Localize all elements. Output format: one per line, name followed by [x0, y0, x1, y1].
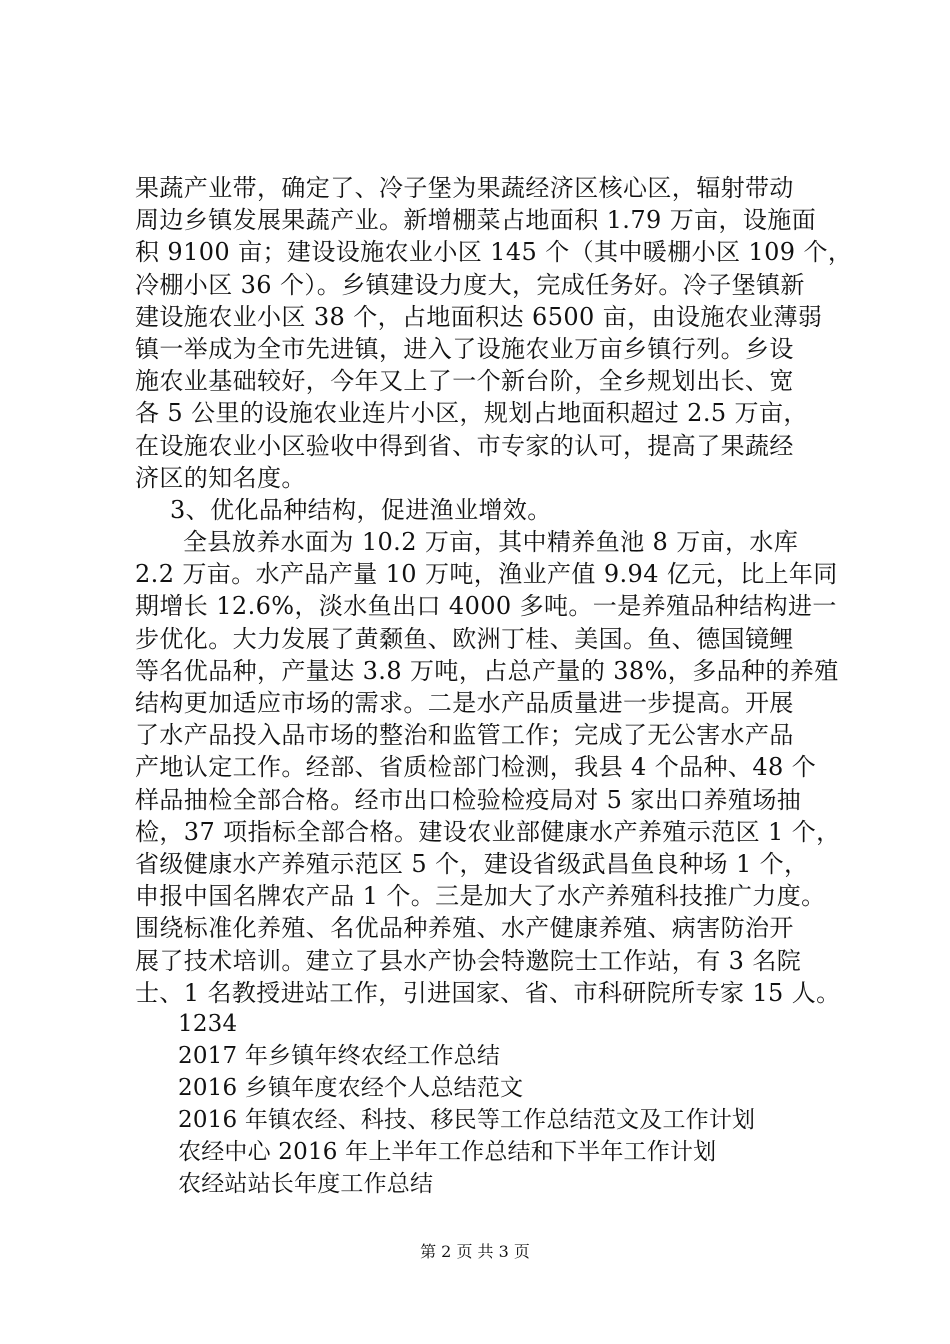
body-line: 济区的知名度。: [135, 463, 306, 492]
body-line: 全县放养水面为 10.2 万亩，其中精养鱼池 8 万亩，水库: [183, 528, 799, 557]
body-line: 在设施农业小区验收中得到省、市专家的认可，提高了果蔬经: [135, 431, 794, 460]
body-line: 省级健康水产养殖示范区 5 个，建设省级武昌鱼良种场 1 个，: [135, 849, 809, 878]
body-line: 果蔬产业带，确定了、冷子堡为果蔬经济区核心区，辐射带动: [135, 174, 794, 202]
body-line: 了水产品投入品市场的整治和监管工作；完成了无公害水产品: [135, 721, 794, 750]
body-line: 周边乡镇发展果蔬产业。新增棚菜占地面积 1.79 万亩，设施面: [135, 206, 817, 235]
body-line: 结构更加适应市场的需求。二是水产品质量进一步提高。开展: [135, 689, 794, 717]
body-line: 等名优品种，产量达 3.8 万吨，占总产量的 38%，多品种的养殖: [135, 656, 839, 685]
body-line: 建设施农业小区 38 个，占地面积达 6500 亩，由设施农业薄弱: [135, 302, 823, 331]
body-line: 2.2 万亩。水产品产量 10 万吨，渔业产值 9.94 亿元，比上年同: [135, 560, 838, 589]
body-line: 产地认定工作。经部、省质检部门检测，我县 4 个品种、48 个: [135, 753, 817, 782]
body-line: 步优化。大力发展了黄颡鱼、欧洲丁桂、美国。鱼、德国镜鲤: [135, 624, 794, 653]
document-body: [135, 172, 855, 1009]
related-link[interactable]: 2017 年乡镇年终农经工作总结: [178, 1043, 501, 1069]
related-link[interactable]: 2016 年镇农经、科技、移民等工作总结范文及工作计划: [178, 1107, 756, 1133]
body-line: 检，37 项指标全部合格。建设农业部健康水产养殖示范区 1 个，: [135, 817, 841, 846]
body-line: 围绕标准化养殖、名优品种养殖、水产健康养殖、病害防治开: [135, 914, 794, 943]
body-line: 镇一举成为全市先进镇，进入了设施农业万亩乡镇行列。乡设: [135, 334, 794, 363]
page-footer: 第 2 页 共 3 页: [420, 1242, 530, 1261]
section-heading: 3、优化品种结构，促进渔业增效。: [170, 495, 552, 524]
body-line: 各 5 公里的设施农业连片小区，规划占地面积超过 2.5 万亩，: [135, 399, 808, 428]
body-line: 期增长 12.6%，淡水鱼出口 4000 多吨。一是养殖品种结构进一: [135, 592, 837, 621]
related-link[interactable]: 农经中心 2016 年上半年工作总结和下半年工作计划: [178, 1139, 717, 1165]
body-line: 施农业基础较好，今年又上了一个新台阶，全乡规划出长、宽: [135, 367, 794, 396]
body-line: 冷棚小区 36 个）。乡镇建设力度大，完成任务好。冷子堡镇新: [135, 270, 805, 299]
body-line: 申报中国名牌农产品 1 个。三是加大了水产养殖科技推广力度。: [135, 882, 826, 911]
related-link[interactable]: 农经站站长年度工作总结: [178, 1171, 434, 1197]
body-line: 积 9100 亩；建设设施农业小区 145 个（其中暖棚小区 109 个，: [135, 238, 853, 267]
related-articles: [178, 1008, 878, 1200]
body-line: 展了技术培训。建立了县水产协会特邀院士工作站，有 3 名院: [135, 946, 802, 975]
page-numbers: 1234: [178, 1011, 238, 1037]
body-line: 士、1 名教授进站工作，引进国家、省、市科研院所专家 15 人。: [135, 978, 841, 1007]
related-link[interactable]: 2016 乡镇年度农经个人总结范文: [178, 1075, 524, 1101]
body-line: 样品抽检全部合格。经市出口检验检疫局对 5 家出口养殖场抽: [135, 785, 802, 814]
